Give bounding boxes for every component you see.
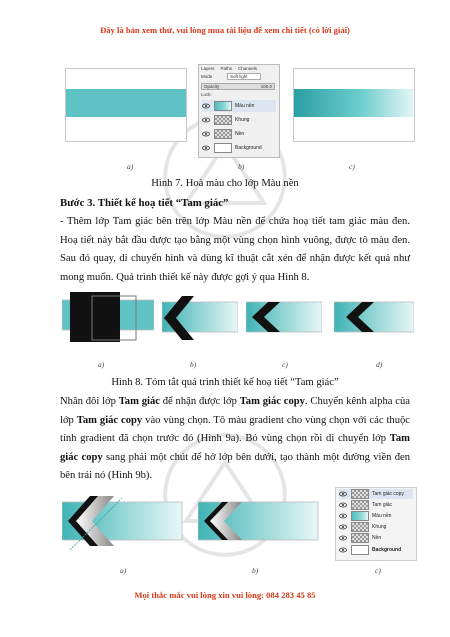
preview-banner: Đây là bản xem thử, vui lòng mua tài liệu để xem chi tiết (có lời giải) bbox=[100, 25, 350, 35]
opacity-value: 100.0 bbox=[260, 84, 272, 89]
layer-thumbnail bbox=[351, 545, 369, 555]
paragraph-1: - Thêm lớp Tam giác bên trên lớp Màu nền để chứa hoạ tiết tam giác màu đen. Hoạ tiết này bắt đầu được tạo bằng một vùng chọn hình vuông, được tô màu đen. Sau đó quay, di chuyển hình và dùng kĩ thuật cắt xén để nhận được kết quả như mong muốn. Quá trình thiết kế này được gợi ý qua Hình 8. bbox=[60, 216, 410, 283]
layer-name: Background bbox=[235, 145, 262, 151]
eye-icon[interactable] bbox=[202, 116, 210, 124]
figure8d-image bbox=[334, 290, 414, 348]
layer-row[interactable] bbox=[339, 500, 413, 510]
mode-label: Mode bbox=[201, 74, 213, 79]
layer-thumbnail bbox=[351, 511, 369, 521]
layer-thumbnail bbox=[351, 489, 369, 499]
figure8a-image bbox=[62, 290, 154, 348]
mode-select[interactable]: Soft light bbox=[227, 73, 261, 80]
layer-name: Khung bbox=[235, 117, 250, 123]
figure9c-layers-panel bbox=[335, 487, 417, 561]
layer-row[interactable] bbox=[202, 142, 276, 154]
figure7b-layers-panel bbox=[198, 64, 280, 158]
layer-row[interactable] bbox=[339, 545, 413, 555]
eye-icon[interactable] bbox=[202, 144, 210, 152]
tab-layers[interactable]: Layers bbox=[201, 66, 215, 71]
footer-banner: Mọi thắc mắc vui lòng xin vui lòng: 084 283 45 85 bbox=[134, 590, 316, 600]
layer-name: Background bbox=[372, 547, 402, 553]
figure9-label-a: a) bbox=[120, 566, 127, 575]
figure8-label-a: a) bbox=[98, 360, 105, 369]
layer-name: Màu nền bbox=[235, 103, 255, 109]
eye-icon[interactable] bbox=[339, 501, 347, 509]
layer-thumbnail bbox=[351, 500, 369, 510]
figure8-label-b: b) bbox=[190, 360, 197, 369]
layer-name: Tam giác bbox=[372, 502, 393, 508]
layer-row[interactable] bbox=[202, 114, 276, 126]
layer-name: Nền bbox=[235, 131, 245, 137]
figure8-caption: Hình 8. Tóm tắt quá trình thiết kế hoạ tiết “Tam giác” bbox=[111, 377, 339, 388]
figure9b-image bbox=[198, 490, 320, 562]
opacity-slider[interactable] bbox=[201, 83, 275, 90]
layer-thumbnail bbox=[214, 115, 232, 125]
figure7-label-b: b) bbox=[238, 162, 245, 171]
layer-thumbnail bbox=[214, 101, 232, 111]
layer-thumbnail bbox=[214, 143, 232, 153]
layer-row[interactable] bbox=[339, 489, 413, 499]
paragraph-2: Nhân đôi lớp Tam giác để nhận được lớp Tam giác copy. Chuyển kênh alpha của lớp Tam giác copy vào vùng chọn. Tô màu gradient cho vùng chọn với các thuộc tính gradient đã chọn trước đó (Hình 9a). Bỏ vùng chọn rồi di chuyển lớp Tam giác copy sang phải một chút để hở lớp bên dưới, tạo thành một đường viền đen bên trái nó (Hình 9b). bbox=[60, 396, 411, 482]
layer-row[interactable] bbox=[339, 522, 413, 532]
figure7c-image bbox=[293, 68, 415, 142]
layer-name: Nền bbox=[372, 535, 382, 541]
section-heading: Bước 3. Thiết kế hoạ tiết “Tam giác” bbox=[60, 197, 229, 209]
eye-icon[interactable] bbox=[339, 523, 347, 531]
figure7-label-a: a) bbox=[127, 162, 134, 171]
lock-label: Lock: bbox=[201, 92, 212, 97]
layer-row[interactable] bbox=[202, 128, 276, 140]
figure7-label-c: c) bbox=[349, 162, 355, 171]
layer-row[interactable] bbox=[339, 533, 413, 543]
eye-icon[interactable] bbox=[339, 490, 347, 498]
figure7a-image bbox=[65, 68, 187, 142]
eye-icon[interactable] bbox=[339, 512, 347, 520]
layer-name: Tam giác copy bbox=[372, 491, 404, 497]
figure9-label-b: b) bbox=[252, 566, 259, 575]
figure7-caption: Hình 7. Hoà màu cho lớp Màu nền bbox=[151, 178, 299, 189]
tab-paths[interactable]: Paths bbox=[220, 66, 233, 71]
eye-icon[interactable] bbox=[339, 534, 347, 542]
layer-row[interactable] bbox=[202, 100, 276, 112]
figure8b-image bbox=[162, 290, 238, 348]
layer-thumbnail bbox=[351, 533, 369, 543]
eye-icon[interactable] bbox=[339, 546, 347, 554]
opacity-label: Opacity bbox=[204, 84, 220, 89]
layer-name: Khung bbox=[372, 524, 387, 530]
figure9-label-c: c) bbox=[375, 566, 381, 575]
figure8-label-d: d) bbox=[376, 360, 383, 369]
eye-icon[interactable] bbox=[202, 130, 210, 138]
layer-thumbnail bbox=[351, 522, 369, 532]
figure8-label-c: c) bbox=[282, 360, 288, 369]
tab-channels[interactable]: Channels bbox=[238, 66, 258, 71]
layer-name: Màu nền bbox=[372, 513, 392, 519]
figure9a-image bbox=[62, 490, 184, 562]
layer-thumbnail bbox=[214, 129, 232, 139]
layer-row[interactable] bbox=[339, 511, 413, 521]
figure8c-image bbox=[246, 290, 322, 348]
eye-icon[interactable] bbox=[202, 102, 210, 110]
